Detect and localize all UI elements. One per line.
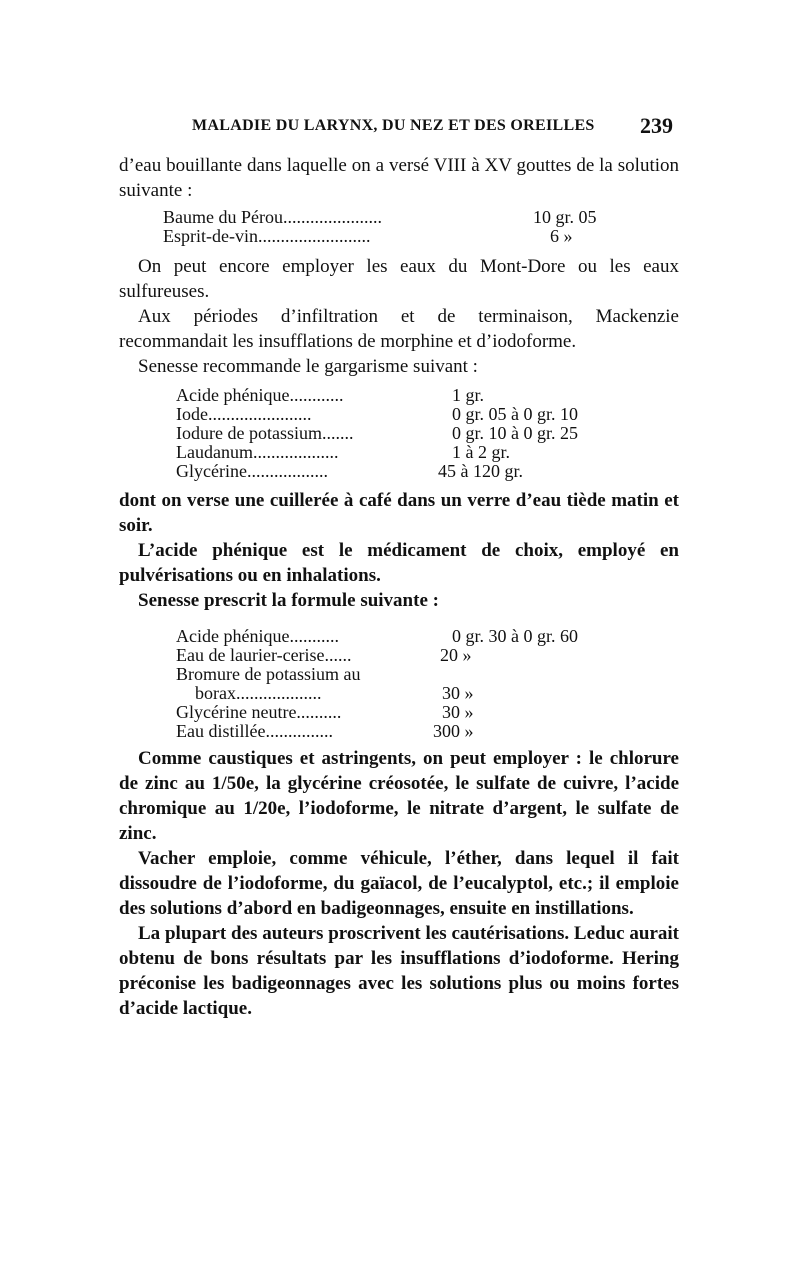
ingredient-qty: 30 »: [442, 702, 474, 722]
paragraph-acide-phenique: L’acide phénique est le médicament de choix, employé en pulvérisations ou en inhalations.: [119, 540, 679, 586]
paragraph-cuilleree: dont on verse une cuillerée à café dans un verre d’eau tiède matin et soir.: [119, 490, 679, 536]
paragraph-vacher: Vacher emploie, comme véhicule, l’éther, dans lequel il fait dissoudre de l’iodoforme, du gaïacol, de l’eucalyptol, etc.; il emploie des solutions d’abord en badigeonnages, ensuite en instillations.: [119, 848, 679, 919]
ingredient-name: Esprit-de-vin.........................: [163, 226, 371, 246]
formula-baume: [0, 207, 597, 246]
ingredient-name: Acide phénique............: [176, 385, 344, 405]
paragraph-mont-dore: On peut encore employer les eaux du Mont-Dore ou les eaux sulfureuses.: [119, 256, 679, 302]
page-header: [119, 115, 679, 141]
ingredient-qty: 6 »: [550, 226, 573, 246]
body-text-top: [119, 153, 679, 203]
page-number: 239: [640, 113, 673, 138]
ingredient-qty: 1 gr.: [452, 385, 485, 405]
ingredient-qty: 1 à 2 gr.: [452, 442, 510, 462]
paragraph-cauterisations: La plupart des auteurs proscrivent les cautérisations. Leduc aurait obtenu de bons résultats par les insufflations d’iodoforme. Hering préconise les badigeonnages avec les solutions plus ou moins fortes d’acide lactique.: [119, 923, 679, 1019]
formula-row: [0, 386, 560, 405]
ingredient-name: Laudanum...................: [176, 442, 339, 462]
formula-row: [0, 722, 560, 741]
formula-row: [0, 404, 578, 424]
formula-row: [0, 226, 573, 246]
formula-row: [0, 665, 560, 684]
body-text-middle: [119, 254, 679, 379]
running-title: MALADIE DU LARYNX, DU NEZ ET DES OREILLES: [192, 117, 595, 134]
formula-senesse: [0, 626, 578, 741]
ingredient-name: Baume du Pérou......................: [163, 207, 382, 227]
paragraph-caustiques: Comme caustiques et astringents, on peut employer : le chlorure de zinc au 1/50e, la glycérine créosotée, le sulfate de cuivre, l’acide chromique au 1/20e, l’iodoforme, le nitrate d’argent, le sulfate de zinc.: [119, 748, 679, 844]
ingredient-name: Bromure de potassium au: [176, 664, 361, 684]
ingredient-qty: 300 »: [433, 721, 474, 741]
formula-row: [0, 646, 560, 665]
body-text-bottom: [119, 746, 679, 1021]
body-text-lower: [119, 488, 679, 613]
ingredient-name: Eau distillée...............: [176, 721, 333, 741]
formula-gargarisme: [0, 385, 578, 481]
formula-row: [0, 443, 560, 462]
ingredient-qty: 30 »: [442, 683, 474, 703]
paragraph-mackenzie: Aux périodes d’infiltration et de terminaison, Mackenzie recommandait les insufflations de morphine et d’iodoforme.: [119, 306, 679, 352]
paragraph-senesse-formule: Senesse prescrit la formule suivante :: [138, 590, 439, 611]
paragraph-senesse-gargarisme: Senesse recommande le gargarisme suivant :: [138, 356, 478, 377]
formula-row: [0, 423, 578, 443]
paragraph-continuation: d’eau bouillante dans laquelle on a versé VIII à XV gouttes de la solution suivante :: [119, 155, 679, 201]
ingredient-name: Acide phénique...........: [176, 626, 339, 646]
ingredient-name: Eau de laurier-cerise......: [176, 645, 352, 665]
ingredient-qty: 20 »: [440, 645, 472, 665]
formula-row: [0, 462, 560, 481]
formula-row: [0, 626, 578, 646]
ingredient-qty: 0 gr. 30 à 0 gr. 60: [452, 626, 578, 646]
formula-row: [0, 207, 597, 227]
ingredient-name: borax...................: [195, 683, 322, 703]
ingredient-name: Iode.......................: [176, 404, 312, 424]
formula-row: [0, 684, 560, 703]
ingredient-qty: 0 gr. 05 à 0 gr. 10: [452, 404, 578, 424]
formula-row: [0, 703, 560, 722]
ingredient-qty: 10 gr. 05: [533, 207, 597, 227]
ingredient-name: Glycérine neutre..........: [176, 702, 342, 722]
ingredient-qty: 45 à 120 gr.: [438, 461, 523, 481]
ingredient-name: Glycérine..................: [176, 461, 328, 481]
ingredient-name: Iodure de potassium.......: [176, 423, 354, 443]
ingredient-qty: 0 gr. 10 à 0 gr. 25: [452, 423, 578, 443]
